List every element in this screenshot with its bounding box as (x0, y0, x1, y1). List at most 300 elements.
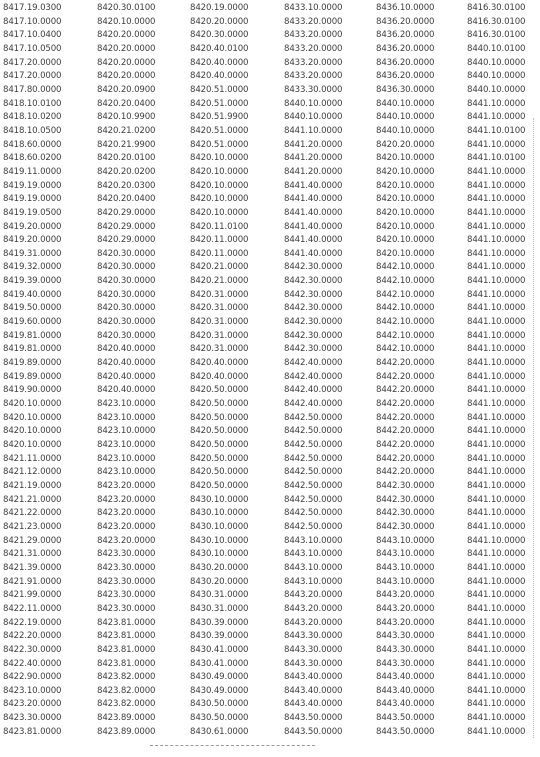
table-row (3, 302, 536, 316)
code-cell: 8420.50.0000 (190, 467, 249, 478)
code-cell: 8442.30.0000 (284, 276, 343, 287)
code-cell: 8420.10.0000 (3, 412, 62, 423)
code-cell: 8441.10.0000 (467, 276, 526, 287)
code-cell: 8442.50.0000 (284, 412, 343, 423)
code-cell: 8420.20.0000 (97, 43, 156, 54)
code-cell: 8443.40.0000 (376, 699, 435, 710)
code-cell: 8441.10.0000 (467, 98, 526, 109)
code-cell: 8441.10.0000 (467, 644, 526, 655)
code-cell: 8420.51.0000 (190, 98, 249, 109)
code-cell: 8421.19.0000 (3, 480, 62, 491)
table-row (3, 589, 536, 603)
code-cell: 8420.40.0000 (190, 57, 249, 68)
code-cell: 8441.10.0000 (467, 166, 526, 177)
code-cell: 8420.10.0000 (376, 166, 435, 177)
code-cell: 8420.10.0000 (376, 248, 435, 259)
code-cell: 8430.61.0000 (190, 726, 249, 737)
code-cell: 8419.20.0000 (3, 235, 62, 246)
code-cell: 8436.10.0000 (376, 3, 435, 13)
code-cell: 8420.30.0000 (97, 330, 156, 341)
table-row (3, 152, 536, 166)
code-cell: 8420.30.0000 (190, 30, 249, 41)
table-row (3, 330, 536, 344)
code-cell: 8441.10.0000 (467, 194, 526, 205)
table-row (3, 357, 536, 371)
code-cell: 8441.10.0000 (467, 467, 526, 478)
table-row (3, 644, 536, 658)
code-cell: 8442.10.0000 (376, 344, 435, 355)
code-cell: 8442.10.0000 (376, 276, 435, 287)
code-cell: 8441.10.0000 (467, 603, 526, 614)
code-cell: 8433.20.0000 (284, 71, 343, 82)
code-cell: 8420.50.0000 (190, 426, 249, 437)
code-cell: 8423.30.0000 (3, 713, 62, 724)
code-cell: 8442.30.0000 (284, 262, 343, 273)
code-cell: 8420.20.0000 (376, 139, 435, 150)
code-cell: 8441.10.0000 (467, 371, 526, 382)
code-cell: 8442.30.0000 (284, 317, 343, 328)
code-cell: 8420.30.0100 (97, 3, 156, 13)
code-cell: 8443.50.0000 (284, 726, 343, 737)
code-cell: 8417.10.0000 (3, 16, 62, 27)
code-cell: 8442.20.0000 (376, 412, 435, 423)
code-cell: 8423.20.0000 (97, 494, 156, 505)
code-cell: 8436.30.0000 (376, 84, 435, 95)
code-cell: 8440.10.0000 (284, 98, 343, 109)
code-cell: 8441.10.0000 (467, 685, 526, 696)
code-cell: 8443.30.0000 (284, 644, 343, 655)
code-cell: 8443.30.0000 (284, 658, 343, 669)
code-cell: 8441.10.0000 (467, 412, 526, 423)
code-cell: 8441.10.0000 (467, 440, 526, 450)
code-cell: 8433.30.0000 (284, 84, 343, 95)
code-cell: 8430.20.0000 (190, 576, 249, 587)
code-cell: 8443.10.0000 (284, 562, 343, 573)
code-cell: 8420.40.0000 (190, 371, 249, 382)
table-row (3, 548, 536, 562)
code-cell: 8420.10.0000 (97, 16, 156, 27)
code-cell: 8423.30.0000 (97, 590, 156, 601)
code-cell: 8443.30.0000 (376, 644, 435, 655)
code-cell: 8423.30.0000 (97, 603, 156, 614)
code-cell: 8441.10.0000 (467, 112, 526, 123)
code-cell: 8419.20.0000 (3, 221, 62, 232)
code-cell: 8442.30.0000 (376, 494, 435, 505)
code-cell: 8443.20.0000 (284, 603, 343, 614)
code-cell: 8420.11.0000 (190, 248, 249, 259)
table-row (3, 562, 536, 576)
code-cell: 8420.10.0000 (190, 180, 249, 191)
code-cell: 8441.10.0000 (467, 207, 526, 218)
code-cell: 8441.10.0000 (467, 235, 526, 246)
code-cell: 8441.10.0000 (467, 521, 526, 532)
code-cell: 8419.60.0000 (3, 317, 62, 328)
table-row (3, 617, 536, 631)
code-cell: 8441.10.0000 (284, 125, 343, 136)
code-cell: 8420.51.0000 (190, 125, 249, 136)
code-cell: 8442.30.0000 (284, 344, 343, 355)
code-cell: 8420.50.0000 (190, 453, 249, 464)
table-row (3, 139, 536, 153)
code-cell: 8419.81.0000 (3, 344, 62, 355)
code-cell: 8442.50.0000 (284, 494, 343, 505)
code-cell: 8430.10.0000 (190, 494, 249, 505)
code-cell: 8442.10.0000 (376, 289, 435, 300)
code-cell: 8440.10.0000 (467, 71, 526, 82)
table-row (3, 193, 536, 207)
code-cell: 8420.50.0000 (190, 399, 249, 410)
code-cell: 8421.31.0000 (3, 549, 62, 560)
code-cell: 8430.39.0000 (190, 631, 249, 642)
table-row (3, 57, 536, 71)
code-cell: 8420.29.0000 (97, 207, 156, 218)
code-cell: 8419.11.0000 (3, 166, 62, 177)
code-cell: 8420.50.0000 (190, 412, 249, 423)
code-cell: 8442.30.0000 (376, 521, 435, 532)
code-cell: 8440.10.0000 (376, 98, 435, 109)
code-cell: 8420.40.0000 (190, 71, 249, 82)
code-cell: 8419.89.0000 (3, 358, 62, 369)
code-cell: 8441.10.0000 (467, 699, 526, 710)
code-cell: 8430.50.0000 (190, 699, 249, 710)
code-cell: 8430.10.0000 (190, 549, 249, 560)
table-row (3, 480, 536, 494)
code-cell: 8443.10.0000 (284, 576, 343, 587)
code-cell: 8430.49.0000 (190, 672, 249, 683)
table-row (3, 384, 536, 398)
code-cell: 8440.10.0100 (467, 43, 526, 54)
code-cell: 8416.30.0100 (467, 16, 526, 27)
table-row (3, 535, 536, 549)
code-cell: 8442.50.0000 (284, 521, 343, 532)
table-row (3, 630, 536, 644)
code-cell: 8420.21.0000 (190, 262, 249, 273)
code-cell: 8443.50.0000 (376, 713, 435, 724)
code-cell: 8419.19.0500 (3, 207, 62, 218)
code-cell: 8441.20.0000 (284, 153, 343, 164)
code-cell: 8433.20.0000 (284, 57, 343, 68)
code-cell: 8441.40.0000 (284, 207, 343, 218)
code-cell: 8441.10.0000 (467, 453, 526, 464)
code-cell: 8442.20.0000 (376, 440, 435, 450)
table-row (3, 234, 536, 248)
code-cell: 8423.20.0000 (97, 480, 156, 491)
code-cell: 8430.41.0000 (190, 658, 249, 669)
code-cell: 8442.50.0000 (284, 453, 343, 464)
code-cell: 8423.10.0000 (97, 440, 156, 450)
table-row (3, 726, 536, 740)
code-cell: 8418.10.0100 (3, 98, 62, 109)
code-cell: 8443.20.0000 (376, 603, 435, 614)
code-cell: 8423.81.0000 (97, 658, 156, 669)
code-cell: 8419.32.0000 (3, 262, 62, 273)
code-cell: 8420.31.0000 (190, 330, 249, 341)
code-cell: 8418.60.0200 (3, 153, 62, 164)
table-row (3, 425, 536, 439)
code-cell: 8443.20.0000 (376, 590, 435, 601)
code-cell: 8420.20.0900 (97, 84, 156, 95)
code-cell: 8441.40.0000 (284, 221, 343, 232)
table-row (3, 466, 536, 480)
code-cell: 8443.40.0000 (376, 685, 435, 696)
code-cell: 8433.20.0000 (284, 16, 343, 27)
code-cell: 8433.20.0000 (284, 43, 343, 54)
code-cell: 8419.40.0000 (3, 289, 62, 300)
code-cell: 8442.50.0000 (284, 467, 343, 478)
code-cell: 8441.40.0000 (284, 180, 343, 191)
code-cell: 8443.40.0000 (284, 685, 343, 696)
code-cell: 8440.10.0000 (376, 125, 435, 136)
code-cell: 8420.10.0000 (190, 207, 249, 218)
code-cell: 8441.10.0000 (467, 590, 526, 601)
table-row (3, 289, 536, 303)
code-cell: 8420.40.0000 (97, 358, 156, 369)
code-cell: 8420.51.0000 (190, 84, 249, 95)
code-cell: 8440.10.0000 (467, 84, 526, 95)
code-cell: 8441.10.0000 (467, 549, 526, 560)
code-cell: 8441.10.0100 (467, 125, 526, 136)
code-cell: 8420.10.0000 (376, 194, 435, 205)
table-row (3, 658, 536, 672)
code-cell: 8417.19.0300 (3, 3, 62, 13)
table-row (3, 671, 536, 685)
table-row (3, 2, 536, 16)
code-cell: 8441.10.0000 (467, 221, 526, 232)
code-cell: 8419.50.0000 (3, 303, 62, 314)
table-row (3, 371, 536, 385)
code-cell: 8423.30.0000 (97, 562, 156, 573)
code-cell: 8420.29.0000 (97, 221, 156, 232)
code-cell: 8423.30.0000 (97, 576, 156, 587)
code-cell: 8420.19.0000 (190, 3, 249, 13)
table-row (3, 248, 536, 262)
code-cell: 8441.10.0000 (467, 317, 526, 328)
code-cell: 8421.91.0000 (3, 576, 62, 587)
code-cell: 8420.10.0000 (190, 194, 249, 205)
code-table (3, 2, 536, 739)
code-cell: 8441.10.0000 (467, 385, 526, 396)
table-row (3, 576, 536, 590)
code-cell: 8441.10.0000 (467, 330, 526, 341)
code-cell: 8442.30.0000 (376, 480, 435, 491)
code-cell: 8441.40.0000 (284, 194, 343, 205)
code-cell: 8423.81.0000 (97, 617, 156, 628)
code-cell: 8441.10.0000 (467, 303, 526, 314)
code-cell: 8442.10.0000 (376, 317, 435, 328)
code-cell: 8423.10.0000 (3, 685, 62, 696)
code-cell: 8420.30.0000 (97, 262, 156, 273)
code-cell: 8421.11.0000 (3, 453, 62, 464)
code-cell: 8416.30.0100 (467, 30, 526, 41)
code-cell: 8420.40.0100 (190, 43, 249, 54)
code-cell: 8420.50.0000 (190, 440, 249, 450)
table-row (3, 316, 536, 330)
code-cell: 8430.50.0000 (190, 713, 249, 724)
code-cell: 8423.10.0000 (97, 453, 156, 464)
code-cell: 8442.20.0000 (376, 399, 435, 410)
table-row (3, 521, 536, 535)
code-cell: 8441.10.0000 (467, 344, 526, 355)
code-cell: 8417.10.0500 (3, 43, 62, 54)
table-row (3, 125, 536, 139)
code-cell: 8417.80.0000 (3, 84, 62, 95)
code-cell: 8441.40.0000 (284, 248, 343, 259)
code-cell: 8423.82.0000 (97, 685, 156, 696)
code-cell: 8420.20.0000 (190, 16, 249, 27)
code-cell: 8422.90.0000 (3, 672, 62, 683)
table-row (3, 84, 536, 98)
code-cell: 8441.10.0000 (467, 180, 526, 191)
code-cell: 8423.20.0000 (97, 535, 156, 546)
code-cell: 8420.11.0100 (190, 221, 249, 232)
code-cell: 8420.31.0000 (190, 303, 249, 314)
code-cell: 8442.10.0000 (376, 262, 435, 273)
code-cell: 8442.50.0000 (284, 480, 343, 491)
code-cell: 8441.10.0000 (467, 494, 526, 505)
code-cell: 8419.81.0000 (3, 330, 62, 341)
code-cell: 8420.30.0000 (97, 289, 156, 300)
code-cell: 8441.10.0000 (467, 672, 526, 683)
code-cell: 8422.19.0000 (3, 617, 62, 628)
table-row (3, 453, 536, 467)
code-cell: 8417.10.0400 (3, 30, 62, 41)
code-cell: 8420.20.0300 (97, 180, 156, 191)
code-cell: 8417.20.0000 (3, 71, 62, 82)
code-cell: 8423.10.0000 (97, 426, 156, 437)
code-cell: 8442.40.0000 (284, 358, 343, 369)
code-cell: 8423.89.0000 (97, 726, 156, 737)
code-cell: 8442.50.0000 (284, 440, 343, 450)
code-cell: 8420.21.0000 (190, 276, 249, 287)
code-cell: 8423.10.0000 (97, 399, 156, 410)
code-cell: 8443.10.0000 (376, 535, 435, 546)
code-cell: 8430.41.0000 (190, 644, 249, 655)
code-cell: 8442.20.0000 (376, 385, 435, 396)
table-row (3, 16, 536, 30)
code-cell: 8420.51.9900 (190, 112, 249, 123)
code-cell: 8418.10.0200 (3, 112, 62, 123)
code-cell: 8441.10.0000 (467, 399, 526, 410)
right-edge-dotted-marks (533, 118, 538, 738)
code-cell: 8440.10.0000 (284, 112, 343, 123)
code-cell: 8430.10.0000 (190, 535, 249, 546)
code-cell: 8420.10.9900 (97, 112, 156, 123)
code-cell: 8423.82.0000 (97, 672, 156, 683)
code-cell: 8443.30.0000 (376, 658, 435, 669)
code-cell: 8442.10.0000 (376, 303, 435, 314)
code-cell: 8433.20.0000 (284, 30, 343, 41)
code-cell: 8421.39.0000 (3, 562, 62, 573)
code-cell: 8441.10.0000 (467, 726, 526, 737)
code-cell: 8422.30.0000 (3, 644, 62, 655)
table-row (3, 261, 536, 275)
table-row (3, 685, 536, 699)
code-cell: 8442.50.0000 (284, 508, 343, 519)
table-row (3, 412, 536, 426)
code-cell: 8443.40.0000 (284, 672, 343, 683)
code-cell: 8436.20.0000 (376, 57, 435, 68)
code-cell: 8441.10.0000 (467, 426, 526, 437)
code-cell: 8441.10.0000 (467, 658, 526, 669)
code-cell: 8420.20.0100 (97, 153, 156, 164)
table-row (3, 98, 536, 112)
code-cell: 8441.10.0000 (467, 617, 526, 628)
code-cell: 8420.31.0000 (190, 317, 249, 328)
code-cell: 8420.10.0000 (376, 153, 435, 164)
code-cell: 8436.20.0000 (376, 30, 435, 41)
code-cell: 8443.20.0000 (376, 617, 435, 628)
code-cell: 8421.99.0000 (3, 590, 62, 601)
code-cell: 8436.20.0000 (376, 43, 435, 54)
code-cell: 8441.10.0000 (467, 358, 526, 369)
code-cell: 8441.10.0000 (467, 562, 526, 573)
code-cell: 8420.10.0000 (190, 166, 249, 177)
code-cell: 8421.12.0000 (3, 467, 62, 478)
table-row (3, 166, 536, 180)
code-cell: 8443.10.0000 (284, 549, 343, 560)
table-row (3, 180, 536, 194)
code-cell: 8418.10.0500 (3, 125, 62, 136)
code-cell: 8443.30.0000 (376, 631, 435, 642)
code-cell: 8430.31.0000 (190, 590, 249, 601)
code-cell: 8443.10.0000 (376, 576, 435, 587)
code-cell: 8420.21.0200 (97, 125, 156, 136)
code-cell: 8430.20.0000 (190, 562, 249, 573)
code-cell: 8419.89.0000 (3, 371, 62, 382)
code-cell: 8430.31.0000 (190, 603, 249, 614)
code-cell: 8420.30.0000 (97, 248, 156, 259)
code-cell: 8423.82.0000 (97, 699, 156, 710)
code-cell: 8441.10.0000 (467, 289, 526, 300)
code-cell: 8419.19.0000 (3, 180, 62, 191)
code-cell: 8423.20.0000 (97, 521, 156, 532)
table-row (3, 275, 536, 289)
code-table-body (3, 2, 536, 739)
code-cell: 8442.20.0000 (376, 371, 435, 382)
code-cell: 8420.50.0000 (190, 385, 249, 396)
code-cell: 8423.10.0000 (97, 467, 156, 478)
code-cell: 8420.29.0000 (97, 235, 156, 246)
code-cell: 8442.40.0000 (284, 371, 343, 382)
code-cell: 8420.20.0000 (97, 71, 156, 82)
code-cell: 8420.20.0000 (97, 57, 156, 68)
code-cell: 8423.89.0000 (97, 713, 156, 724)
code-cell: 8441.10.0000 (467, 480, 526, 491)
code-cell: 8419.90.0000 (3, 385, 62, 396)
code-cell: 8420.40.0000 (97, 371, 156, 382)
code-cell: 8420.40.0000 (97, 344, 156, 355)
code-cell: 8416.30.0100 (467, 3, 526, 13)
code-cell: 8443.10.0000 (376, 562, 435, 573)
code-cell: 8423.81.0000 (3, 726, 62, 737)
code-cell: 8423.20.0000 (97, 508, 156, 519)
code-cell: 8420.30.0000 (97, 317, 156, 328)
table-row (3, 507, 536, 521)
code-cell: 8443.10.0000 (284, 535, 343, 546)
code-cell: 8443.40.0000 (376, 672, 435, 683)
table-row (3, 207, 536, 221)
code-cell: 8430.39.0000 (190, 617, 249, 628)
code-cell: 8430.10.0000 (190, 521, 249, 532)
code-cell: 8423.81.0000 (97, 644, 156, 655)
code-cell: 8421.23.0000 (3, 521, 62, 532)
code-cell: 8423.81.0000 (97, 631, 156, 642)
code-cell: 8441.10.0000 (467, 713, 526, 724)
table-row (3, 111, 536, 125)
code-cell: 8443.20.0000 (284, 590, 343, 601)
code-cell: 8420.20.0400 (97, 98, 156, 109)
code-cell: 8419.19.0000 (3, 194, 62, 205)
